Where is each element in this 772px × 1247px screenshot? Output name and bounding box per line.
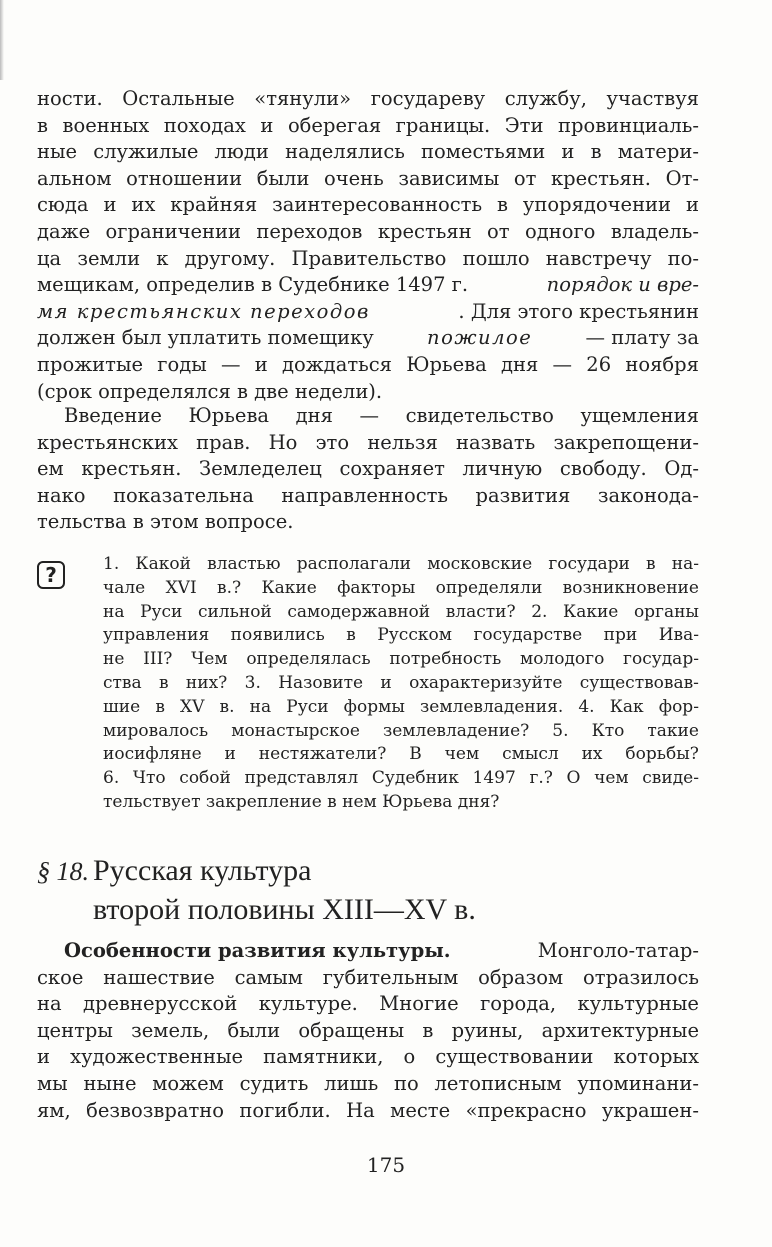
word: упоминани- (577, 1071, 699, 1095)
text-segment (103, 624, 699, 648)
word: Земледелец (199, 457, 322, 481)
word: альном (37, 166, 112, 190)
section-heading (37, 852, 476, 929)
word: иосифляне (103, 744, 202, 765)
word: матери- (617, 140, 699, 164)
word: сюда (37, 193, 89, 217)
section-title-line-1: Русская культура (93, 854, 312, 887)
word: переходов (256, 219, 363, 243)
text-segment (103, 696, 699, 720)
word: в (646, 554, 656, 574)
word: определяли (435, 577, 543, 598)
word: — (359, 404, 380, 427)
word: г.? (529, 768, 553, 789)
text-segment: (срок определялся в две недели). (37, 379, 383, 403)
word: от (487, 219, 510, 243)
word: такие (647, 720, 699, 741)
word: древнерусской (83, 992, 238, 1016)
word: — (221, 352, 241, 376)
word: монастырское (231, 720, 360, 741)
word: оберегая (287, 113, 382, 137)
word: лишь (324, 1071, 379, 1095)
word: личную (462, 457, 543, 481)
text-segment (37, 991, 699, 1018)
word: землевладения. (419, 696, 564, 717)
word: определялась (246, 649, 371, 670)
word: годы (157, 352, 207, 376)
word: погибли. (239, 1098, 331, 1122)
word: ные (37, 140, 78, 164)
word: «тянули» (254, 87, 352, 110)
text-line (37, 139, 699, 166)
word: к (156, 246, 169, 270)
word: органы (633, 601, 699, 622)
word: Юрьева (188, 404, 270, 427)
word: и (685, 193, 699, 217)
text-segment: тельства в этом вопросе. (37, 510, 294, 534)
word: от (513, 166, 537, 190)
text-line (37, 1098, 699, 1125)
text-line (37, 456, 699, 483)
word: были (256, 166, 310, 190)
word: земли (77, 246, 141, 270)
word: Какой (135, 554, 191, 574)
word: месте (390, 1098, 451, 1122)
word: крестьянских (37, 430, 178, 454)
word: московские (427, 554, 533, 574)
word: культурные (577, 992, 699, 1016)
word: Многие (379, 992, 459, 1016)
question-line (103, 553, 699, 577)
word: Остальные (122, 87, 235, 110)
text-line (37, 86, 699, 113)
word: упорядочении (522, 193, 672, 217)
review-questions (103, 553, 699, 815)
text-segment (37, 1018, 699, 1045)
word: ское (37, 965, 84, 989)
word: ныне (83, 1071, 137, 1095)
word: владель- (610, 219, 699, 243)
word: и (260, 113, 274, 137)
text-segment (103, 720, 699, 744)
word: свидетельство (405, 404, 554, 427)
word: судить (239, 1071, 309, 1095)
question-line (103, 672, 699, 696)
word: борьбы? (625, 744, 699, 765)
word: обращены (298, 1018, 405, 1042)
page-number: 175 (366, 1153, 406, 1177)
question-line (103, 624, 699, 648)
word: дождаться (282, 352, 392, 376)
word: располагали (296, 554, 411, 574)
text-segment (37, 139, 699, 166)
text-segment (37, 1098, 699, 1125)
text-segment (37, 246, 699, 273)
word: не (103, 649, 125, 670)
word: Чем (191, 649, 228, 670)
word: 5. (552, 720, 569, 741)
emphasis-text: пожилое (427, 326, 533, 350)
page-edge-shadow (0, 0, 4, 80)
question-line (103, 767, 699, 791)
word: походах (163, 113, 246, 137)
text-line (37, 325, 699, 352)
text-segment (103, 553, 699, 577)
word: мировалось (103, 720, 209, 741)
word: заинтересованность (272, 193, 483, 217)
word: Назовите (278, 672, 364, 693)
word: и (380, 672, 392, 693)
paragraph-3 (37, 938, 699, 1124)
word: по- (667, 246, 699, 270)
word: даже (37, 219, 91, 243)
word: центры (37, 1018, 113, 1042)
word: в.? (217, 577, 242, 598)
text-line (37, 991, 699, 1018)
text-segment (103, 767, 699, 791)
word: ноября (625, 352, 699, 376)
word: ности. (37, 87, 103, 110)
word: крестьян. (550, 166, 652, 190)
word: можем (152, 1071, 224, 1095)
word: ства (103, 672, 142, 693)
word: Введение (64, 404, 162, 427)
section-number: § 18. (37, 857, 89, 886)
word: факторы (337, 577, 416, 598)
word: нельзя (367, 430, 438, 454)
word: существовав- (579, 672, 699, 693)
word: Юрьева (406, 352, 487, 376)
text-segment: тельствует закрепление в нем Юрьева дня? (103, 791, 500, 812)
text-line (37, 192, 699, 219)
word: о (403, 1045, 416, 1069)
word: это (315, 430, 350, 454)
text-line (37, 379, 699, 406)
word: 26 (586, 352, 612, 376)
question-mark-icon: ? (37, 561, 65, 589)
text-line (37, 219, 699, 246)
text-line (37, 509, 699, 536)
word: показательна (113, 483, 254, 507)
word: законода- (597, 483, 699, 507)
paragraph-heading: Особенности развития культуры. (64, 939, 451, 962)
word: 1. (103, 554, 120, 574)
word: зависимы (398, 166, 500, 190)
word: безвозвратно (86, 1098, 224, 1122)
text-line (37, 113, 699, 140)
word: их (581, 744, 603, 765)
word: архитектурные (541, 1018, 699, 1042)
word: руины, (451, 1018, 524, 1042)
word: чем (594, 768, 629, 789)
word: нестяжатели? (258, 744, 387, 765)
word: III? (143, 649, 173, 670)
word: очень (323, 166, 384, 190)
word: крестьян (377, 219, 472, 243)
paragraph-2 (37, 403, 699, 536)
text-segment (37, 192, 699, 219)
text-segment: должен был уплатить помещику (37, 326, 380, 350)
text-segment (37, 1071, 699, 1098)
word: О (566, 768, 581, 789)
word: крестьян. (81, 457, 182, 481)
word: Как (609, 696, 644, 717)
text-line (37, 1018, 699, 1045)
question-line (103, 791, 699, 815)
word: ограничении (105, 219, 241, 243)
word: земель, (131, 1018, 210, 1042)
word: нашествие (103, 965, 215, 989)
word: управления (103, 625, 210, 646)
word: Правительство (291, 246, 447, 270)
text-segment (37, 965, 699, 992)
word: направленность (281, 483, 449, 507)
word: Какие (261, 577, 317, 598)
text-line (37, 965, 699, 992)
word: службу, (504, 87, 587, 110)
word: мы (37, 1071, 68, 1095)
word: украшен- (601, 1098, 699, 1122)
question-line (103, 720, 699, 744)
text-line (37, 246, 699, 273)
word: охарактеризуйте (409, 672, 563, 693)
word: XVI (165, 577, 197, 598)
text-segment (37, 430, 699, 457)
word: их (131, 193, 156, 217)
word: — (552, 352, 573, 376)
text-segment (37, 352, 699, 379)
word: художественные (70, 1045, 244, 1069)
word: фор- (658, 696, 699, 717)
word: 3. (244, 672, 261, 693)
word: одного (524, 219, 596, 243)
question-line (103, 577, 699, 601)
word: существовании (435, 1045, 594, 1069)
paragraph-1 (37, 86, 699, 405)
word: другому. (184, 246, 276, 270)
text-line (37, 1044, 699, 1071)
word: 4. (578, 696, 595, 717)
word: Ива- (658, 625, 699, 646)
text-line (37, 938, 699, 965)
text-segment: — плату за (579, 326, 699, 350)
word: Но (268, 430, 298, 454)
text-segment (103, 672, 699, 696)
word: сохраняет (339, 457, 445, 481)
word: государстве (473, 625, 583, 646)
text-line (37, 403, 699, 430)
word: 6. (103, 768, 120, 789)
word: поместьями (421, 140, 546, 164)
word: представлял (244, 768, 359, 789)
heading-line-1 (37, 852, 476, 891)
word: в (37, 113, 48, 137)
word: на (249, 696, 272, 717)
question-line (103, 743, 699, 767)
word: «прекрасно (465, 1098, 587, 1122)
word: и (103, 193, 117, 217)
text-segment: мещикам, определив в Судебнике 1497 г. (37, 273, 475, 297)
word: прожитые (37, 352, 144, 376)
word: развития (475, 483, 571, 507)
word: границы. (395, 113, 491, 137)
word: пошло (462, 246, 530, 270)
text-segment (103, 601, 699, 625)
word: были (227, 1018, 281, 1042)
text-line (37, 430, 699, 457)
word: возникновение (562, 577, 699, 598)
word: отразилось (583, 965, 699, 989)
word: военных (62, 113, 150, 137)
text-segment (37, 483, 699, 510)
word: закрепощени- (553, 430, 699, 454)
word: чем (444, 744, 480, 765)
word: самодержавной (287, 601, 431, 622)
word: властью (207, 554, 281, 574)
text-segment (103, 577, 699, 601)
text-line (37, 166, 699, 193)
word: свиде- (642, 768, 699, 789)
word: ущемления (580, 404, 699, 427)
word: Од- (664, 457, 699, 481)
word: наделялись (285, 140, 405, 164)
word: провинциаль- (557, 113, 699, 137)
text-line (37, 299, 699, 326)
section-title-line-2: второй половины XIII—XV в. (93, 893, 476, 926)
word: Судебник (371, 768, 459, 789)
word: свободу. (559, 457, 647, 481)
word: которых (613, 1045, 699, 1069)
word: ям, (37, 1098, 71, 1122)
text-segment: Монголо-татар- (531, 939, 699, 962)
word: и (224, 744, 236, 765)
word: власти? (445, 601, 516, 622)
word: и (561, 140, 575, 164)
word: землевладение? (382, 720, 530, 741)
word: и (37, 1045, 50, 1069)
word: XV (180, 696, 205, 717)
word: От- (665, 166, 699, 190)
word: государ- (623, 649, 699, 670)
word: дня (295, 404, 333, 427)
word: в (346, 625, 356, 646)
word: летописным (434, 1071, 562, 1095)
word: в (158, 672, 169, 693)
word: смысл (502, 744, 559, 765)
question-line (103, 696, 699, 720)
word: формы (343, 696, 405, 717)
text-line (37, 483, 699, 510)
question-line (103, 601, 699, 625)
word: крайняя (170, 193, 258, 217)
word: Кто (591, 720, 625, 741)
word: потребность (389, 649, 502, 670)
word: молодого (519, 649, 605, 670)
text-line (37, 1071, 699, 1098)
question-line (103, 648, 699, 672)
text-segment (103, 648, 699, 672)
emphasis-text: мя крестьянских переходов (37, 299, 370, 323)
text-line (37, 272, 699, 299)
word: Руси (140, 601, 183, 622)
word: 1497 (472, 768, 516, 789)
word: нако (37, 483, 86, 507)
text-segment (37, 1044, 699, 1071)
word: при (603, 625, 638, 646)
word: ца (37, 246, 62, 270)
word: Руси (286, 696, 329, 717)
word: на (103, 601, 125, 622)
text-segment (103, 743, 699, 767)
word: навстречу (545, 246, 652, 270)
word: самым (234, 965, 303, 989)
word: в (155, 696, 165, 717)
word: на- (671, 554, 699, 574)
word: в. (219, 696, 235, 717)
word: на (37, 992, 62, 1016)
word: в (422, 1018, 434, 1042)
text-line (37, 352, 699, 379)
word: участвуя (606, 87, 699, 110)
word: прав. (196, 430, 251, 454)
word: появились (230, 625, 325, 646)
word: На (346, 1098, 375, 1122)
word: и (254, 352, 268, 376)
text-segment (37, 113, 699, 140)
text-segment (37, 166, 699, 193)
text-segment (37, 219, 699, 246)
word: Русском (377, 625, 452, 646)
word: собой (179, 768, 231, 789)
word: дня (500, 352, 539, 376)
emphasis-text: порядок и вре- (546, 273, 699, 297)
word: чале (103, 577, 146, 598)
word: шие (103, 696, 141, 717)
word: В (409, 744, 422, 765)
word: Эти (504, 113, 544, 137)
text-segment (37, 456, 699, 483)
word: государеву (370, 87, 486, 110)
word: них? (185, 672, 228, 693)
word: Какие (563, 601, 619, 622)
word: назвать (456, 430, 536, 454)
word: культуре. (258, 992, 358, 1016)
word: в (496, 193, 508, 217)
word: губительным (322, 965, 459, 989)
text-segment: . Для этого крестьянин (458, 299, 699, 323)
word: в (590, 140, 602, 164)
word: сильной (197, 601, 272, 622)
word: служилые (93, 140, 199, 164)
word: по (394, 1071, 419, 1095)
word: 2. (531, 601, 548, 622)
word: города, (480, 992, 557, 1016)
word: люди (214, 140, 269, 164)
word: ем (37, 457, 64, 481)
word: отношении (126, 166, 243, 190)
word: государи (548, 554, 630, 574)
word: памятники, (263, 1045, 384, 1069)
word: образом (478, 965, 564, 989)
word: Что (132, 768, 166, 789)
text-segment (37, 86, 699, 113)
text-segment (64, 403, 699, 430)
